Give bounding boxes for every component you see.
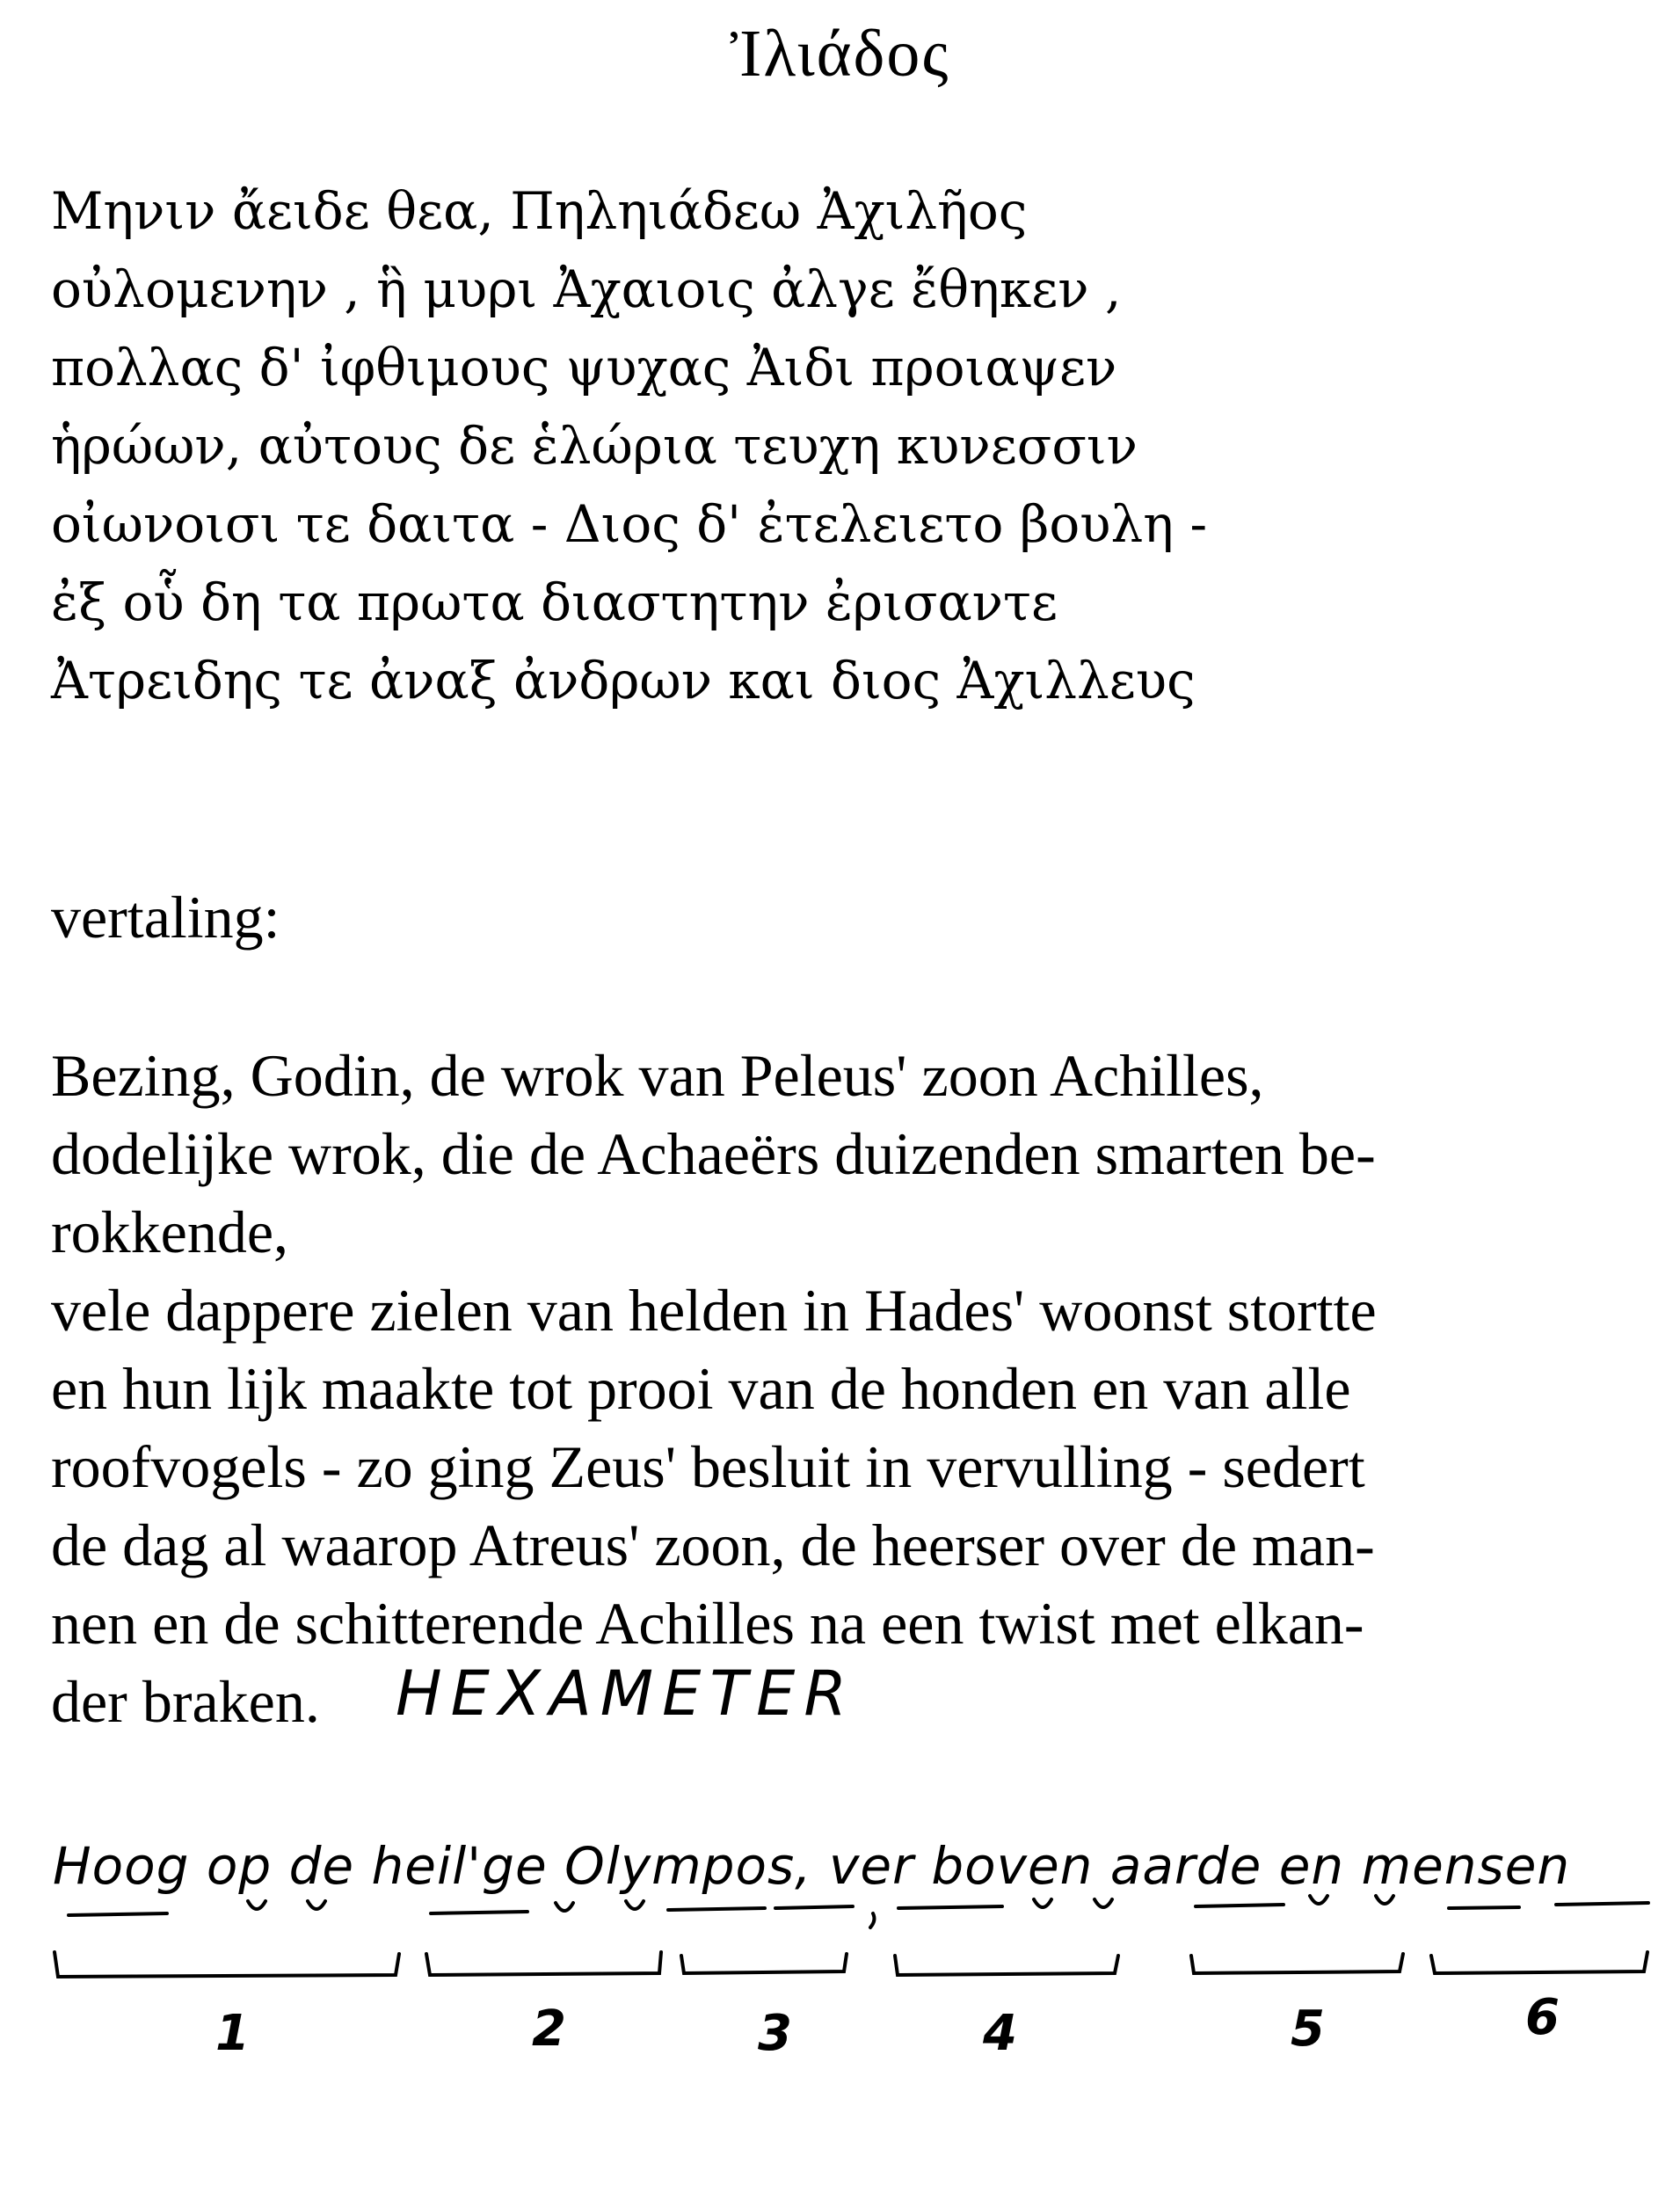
foot-bracket [426,1952,661,1975]
page-title: Ἰλιάδος [730,17,950,91]
greek-line: πολλας δ' ἰφθιμους ψυχας Ἀιδι προιαψεν [51,338,1117,397]
short-syllable-mark [1034,1899,1051,1907]
greek-line: Ἀτρειδης τε ἀναξ ἀνδρων και διος Ἀχιλλευς [51,651,1196,710]
greek-line: οἰωνοισι τε δαιτα - Διος δ' ἐτελειετο βουλη - [51,494,1208,554]
foot-number: 2 [532,2000,566,2058]
dutch-line: roofvogels - zo ging Zeus' besluit in vervulling - sedert [51,1433,1365,1500]
short-syllable-mark [1310,1896,1327,1904]
foot-number: 3 [758,2005,792,2062]
meter-scansion [0,1882,1680,2005]
greek-text-block [51,172,1633,720]
long-syllable-mark [69,1913,167,1915]
long-syllable-mark [1196,1905,1284,1906]
dutch-line: vele dappere zielen van helden in Hades' woonst stortte [51,1277,1377,1344]
long-syllable-mark [1449,1907,1519,1908]
long-syllable-mark [1556,1903,1648,1905]
greek-line: οὐλομενην , ἣ μυρι Ἀχαιοις ἀλγε ἔθηκεν , [51,259,1122,319]
short-syllable-mark [1376,1896,1393,1904]
long-syllable-mark [431,1912,527,1913]
dutch-line: rokkende, [51,1199,289,1265]
caesura-mark [870,1913,874,1927]
dutch-line: Bezing, Godin, de wrok van Peleus' zoon Achilles, [51,1042,1264,1109]
foot-bracket [895,1956,1118,1975]
long-syllable-mark [898,1906,1002,1908]
greek-line: ἐξ οὗ δη τα πρωτα διαστητην ἐρισαντε [51,572,1058,632]
foot-number: 1 [215,2005,250,2062]
foot-bracket [1191,1954,1403,1973]
greek-line: Μηνιν ἄειδε θεα, Πηληιάδεω Ἀχιλῆος [51,181,1028,241]
dutch-line: nen en de schitterende Achilles na een twist met elkan- [51,1590,1364,1657]
foot-number: 4 [983,2005,1017,2062]
dutch-translation-block [51,1037,1633,1741]
dutch-line: dodelijke wrok, die de Achaeërs duizenden smarten be- [51,1120,1376,1187]
dutch-line: en hun lijk maakte tot prooi van de honden en van alle [51,1355,1351,1422]
foot-number: 5 [1291,2000,1325,2058]
short-syllable-mark [1095,1899,1112,1907]
translation-label: vertaling: [51,884,280,951]
handwritten-verse: Hoog op de heil'ge Olympos, ver boven aarde en mensen [53,1836,1571,1896]
dutch-line: der braken. [51,1668,320,1735]
long-syllable-mark [775,1906,853,1908]
short-syllable-mark [556,1903,573,1911]
greek-line: ἡρώων, αὐτους δε ἑλώρια τευχη κυνεσσιν [51,416,1138,476]
foot-bracket [681,1954,847,1973]
short-syllable-mark [308,1901,325,1909]
dutch-line: de dag al waarop Atreus' zoon, de heerser over de man- [51,1512,1375,1578]
short-syllable-mark [626,1901,644,1909]
hexameter-heading: HEXAMETER [396,1658,855,1730]
foot-number: 6 [1525,1989,1560,2046]
foot-bracket [55,1952,399,1977]
foot-bracket [1431,1952,1647,1973]
long-syllable-mark [668,1908,765,1910]
short-syllable-mark [248,1901,265,1909]
